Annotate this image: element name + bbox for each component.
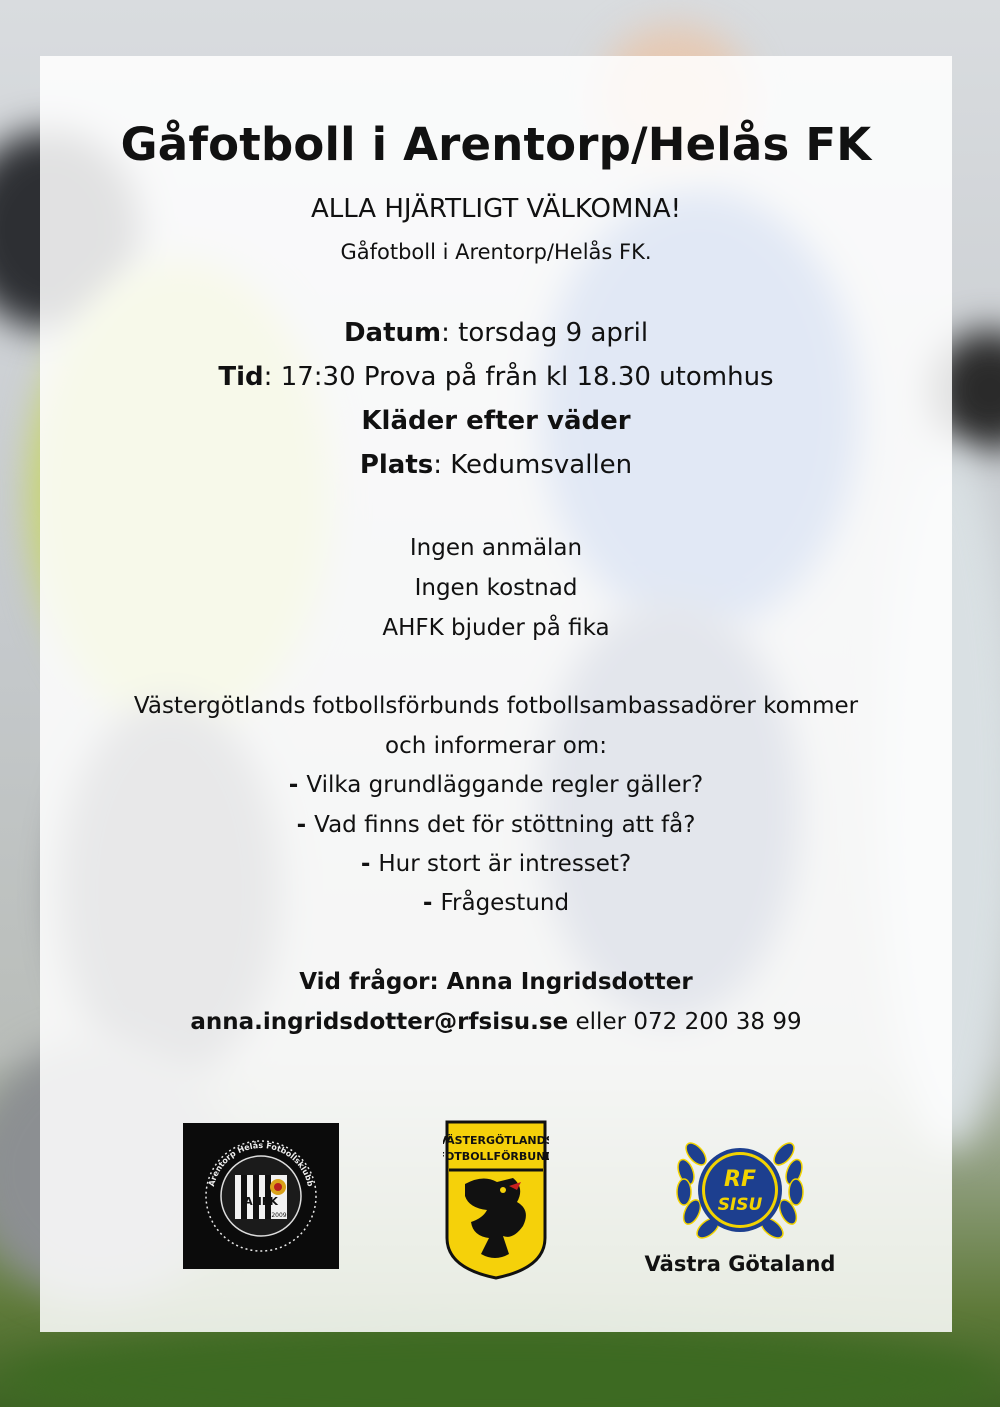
svg-text:FOTBOLLFÖRBUND: FOTBOLLFÖRBUND — [443, 1150, 549, 1163]
subtitle-line: Gåfotboll i Arentorp/Helås FK. — [340, 240, 652, 264]
place-value: : Kedumsvallen — [433, 450, 633, 480]
bullet-item: - Vilka grundläggande regler gäller? — [288, 772, 704, 798]
poster-card — [40, 56, 952, 1332]
ambassador-intro-2: och informerar om: — [385, 733, 607, 759]
ahfk-logo — [183, 1123, 339, 1269]
contact-heading: Vid frågor: Anna Ingridsdotter — [299, 969, 693, 995]
svg-text:AHFK: AHFK — [244, 1195, 278, 1208]
clothes-text: Kläder efter väder — [361, 406, 631, 436]
clothes-line — [40, 406, 952, 436]
note-item: Ingen kostnad — [414, 575, 578, 601]
date-label: Datum — [343, 318, 442, 348]
time-line — [40, 362, 952, 392]
svg-text:2009: 2009 — [271, 1212, 287, 1219]
date-line — [40, 318, 952, 348]
time-label: Tid — [218, 362, 264, 392]
ambassador-intro: Västergötlands fotbollsförbunds fotbollsambassadörer kommer — [133, 693, 859, 719]
note-item: Ingen anmälan — [409, 535, 583, 561]
bullet-item: - Frågestund — [422, 890, 570, 916]
rf-region-label: Västra Götaland — [644, 1252, 836, 1276]
welcome-line: ALLA HJÄRTLIGT VÄLKOMNA! — [310, 194, 682, 224]
note-item: AHFK bjuder på fika — [382, 615, 610, 641]
svg-text:VÄSTERGÖTLANDS: VÄSTERGÖTLANDS — [443, 1134, 549, 1147]
bullet-item: - Vad finns det för stöttning att få? — [296, 812, 696, 838]
contact-line — [40, 1009, 952, 1035]
contact-phone: eller 072 200 38 99 — [568, 1009, 802, 1035]
svg-text:Arentorp Helås Fotbollsklubb: Arentorp Helås Fotbollsklubb — [206, 1140, 315, 1188]
poster-title: Gåfotboll i Arentorp/Helås FK — [120, 118, 872, 171]
vff-logo — [443, 1118, 549, 1282]
place-label: Plats — [359, 450, 434, 480]
svg-text:SISU: SISU — [717, 1195, 763, 1215]
date-value: : torsdag 9 april — [441, 318, 649, 348]
contact-email[interactable]: anna.ingridsdotter@rfsisu.se — [190, 1009, 569, 1035]
place-line — [40, 450, 952, 480]
time-value: : 17:30 Prova på från kl 18.30 utomhus — [263, 362, 774, 392]
svg-text:RF: RF — [724, 1167, 756, 1192]
bullet-item: - Hur stort är intresset? — [360, 851, 632, 877]
